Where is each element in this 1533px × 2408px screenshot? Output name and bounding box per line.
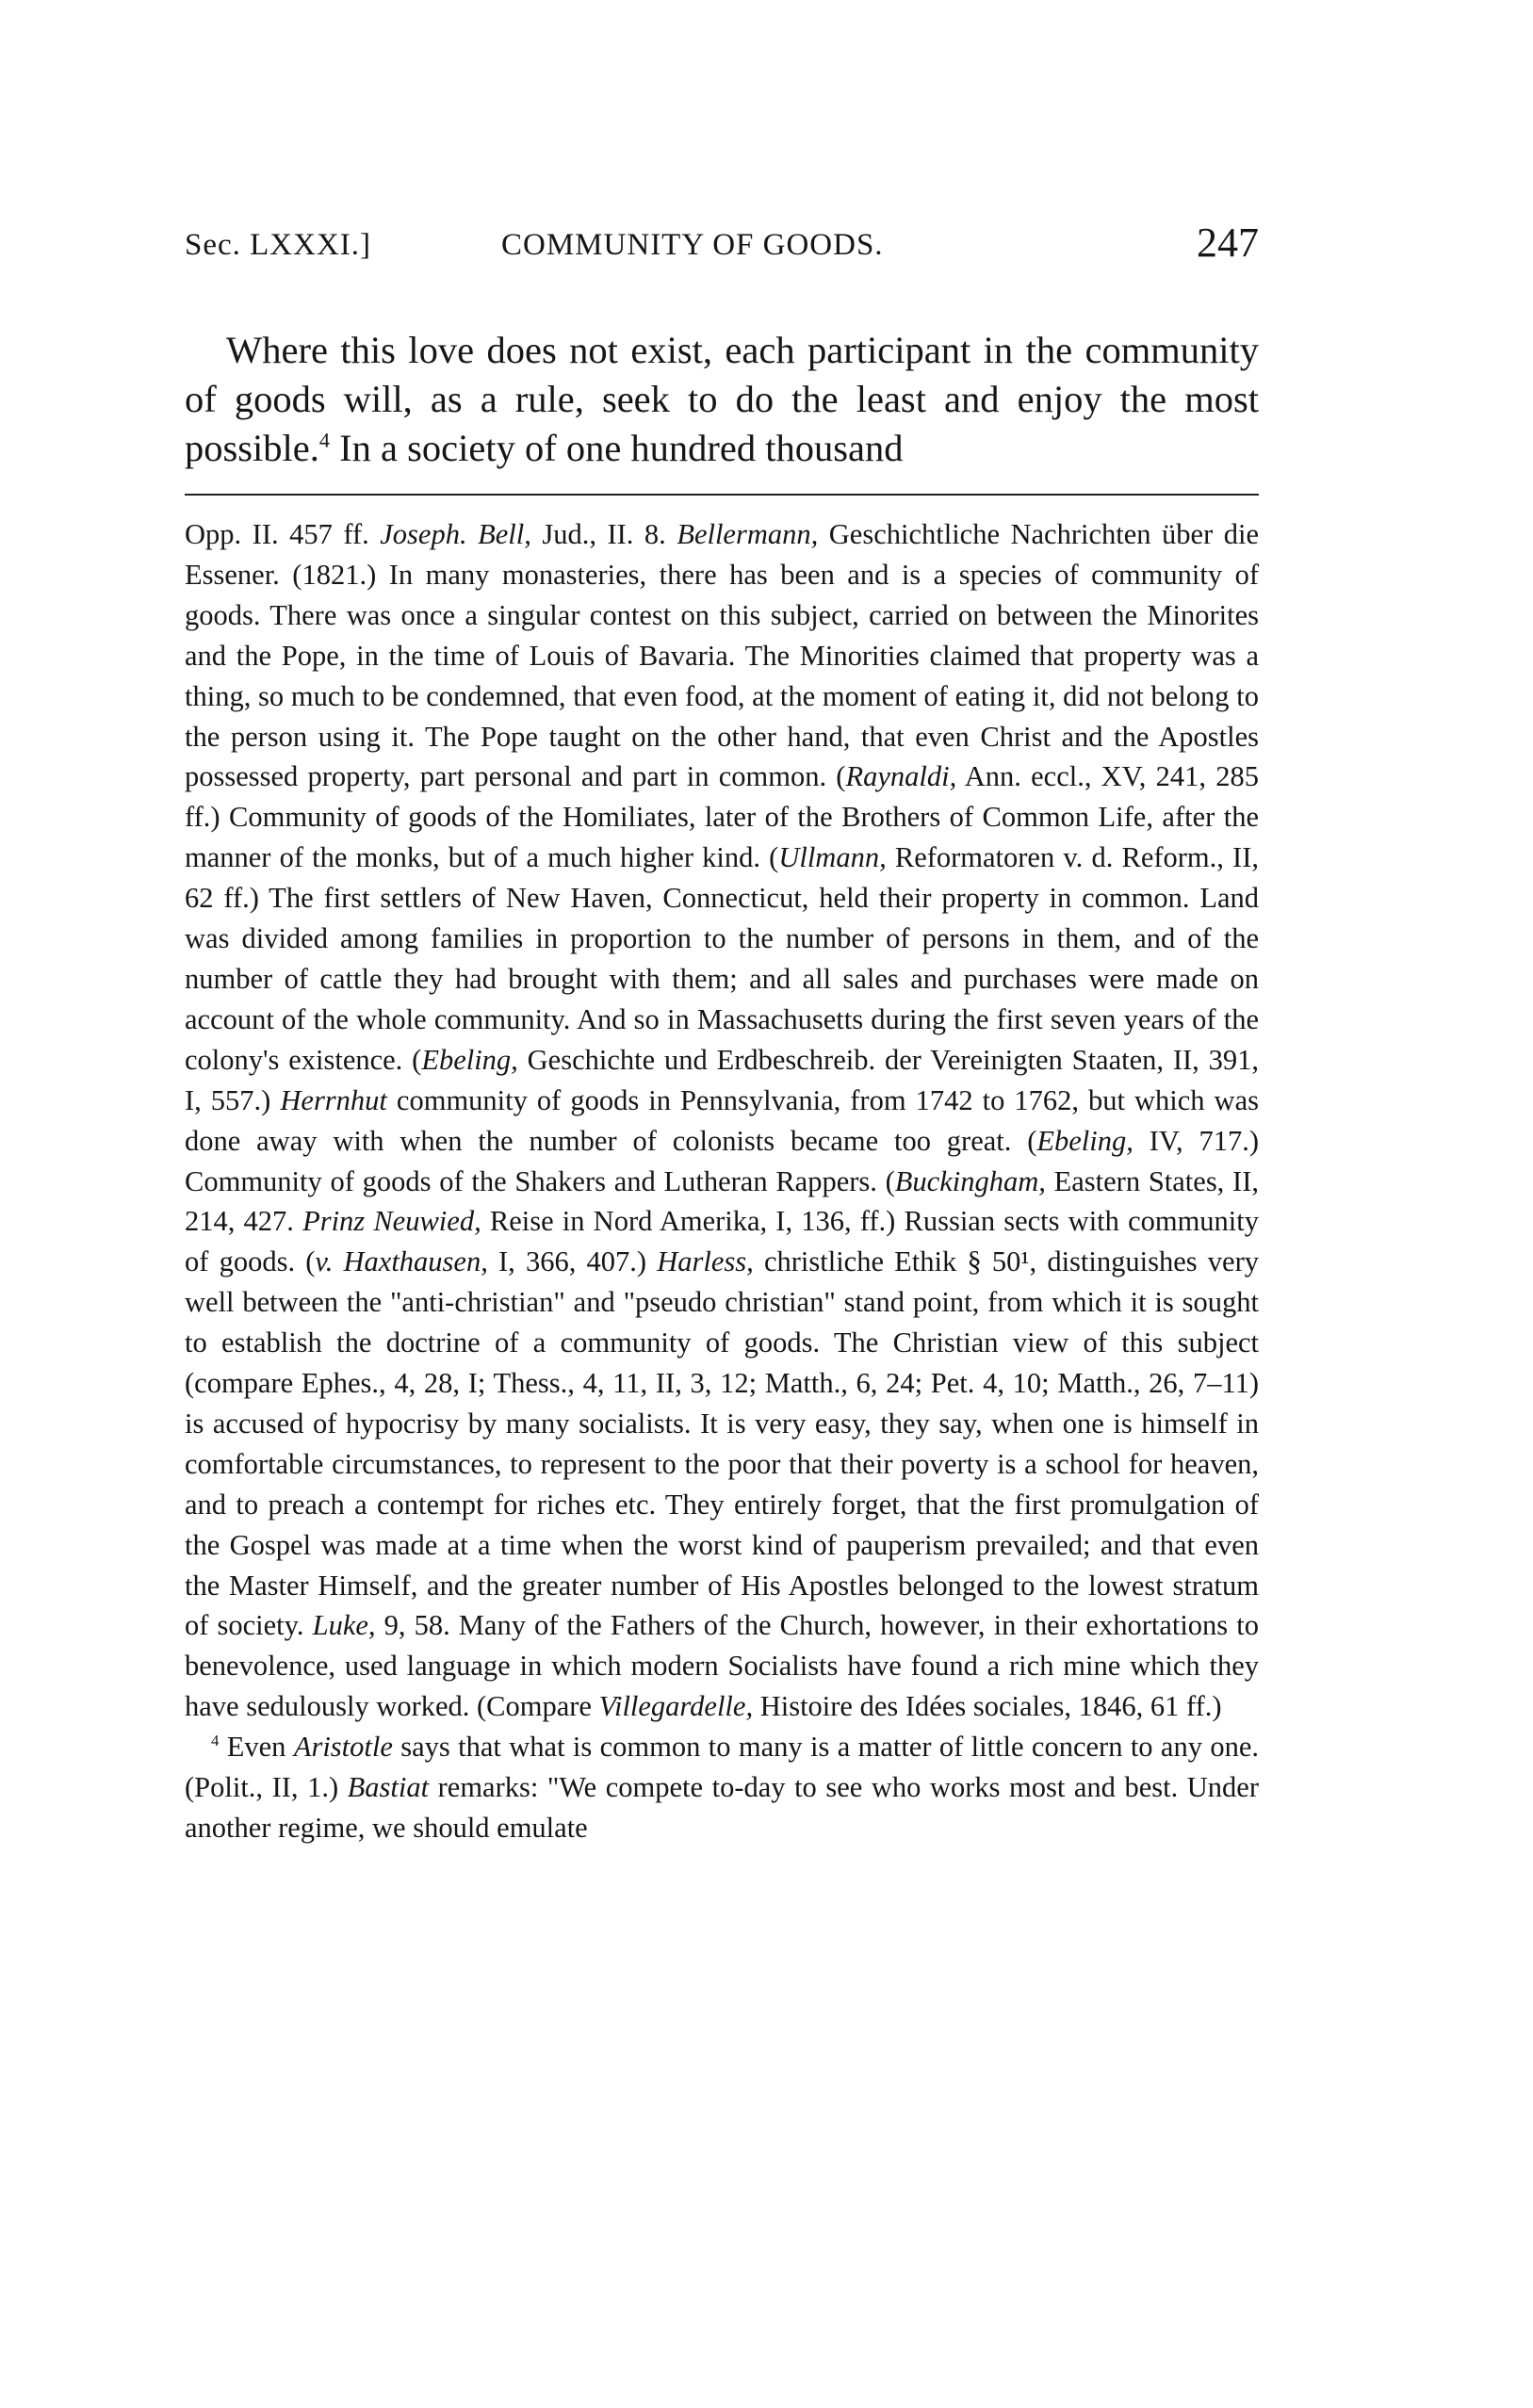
footnote-text: community of goods in Pennsylvania, from 1742 to 1762, but which was done away with when the number of colonists became too great. ( [185, 1083, 1259, 1157]
chapter-title: COMMUNITY OF GOODS. [501, 228, 884, 262]
author-citation: Ebeling, [1036, 1124, 1133, 1157]
footnotes [185, 514, 1259, 1848]
author-citation: v. Haxthausen, [315, 1245, 488, 1278]
author-citation: Bellermann, [677, 518, 819, 550]
author-citation: Prinz Neuwied, [302, 1205, 481, 1238]
author-citation: Luke, [312, 1609, 376, 1642]
author-citation: Raynaldi, [845, 760, 957, 793]
footnote-text: IV, 717.) Community of goods of the Shakers and Lutheran Rappers. ( [185, 1124, 1259, 1197]
footnote-number: 4 [211, 1732, 220, 1750]
author-citation: Ebeling, [421, 1043, 518, 1076]
footnote-marker: 4 [318, 428, 331, 452]
author-citation: Herrnhut [280, 1083, 387, 1116]
footnote-text: Ann. eccl., XV, 241, 285 ff.) Community of goods of the Homiliates, later of the Brothers of Common Life, after the manner of the monks, but of a much higher kind. ( [185, 760, 1259, 874]
footnote-text: Eastern States, II, 214, 427. [185, 1164, 1259, 1238]
author-citation: Joseph. Bell, [380, 518, 531, 550]
author-citation: Bastiat [347, 1771, 430, 1804]
book-page [185, 219, 1259, 1848]
footnote-text: Histoire des Idées sociales, 1846, 61 ff.) [753, 1690, 1222, 1723]
author-citation: Ullmann, [778, 841, 887, 874]
footnote-continuation [185, 514, 1259, 1727]
footnote-text: 9, 58. Many of the Fathers of the Church, however, in their exhortations to benevolence, used language in which modern Socialists have found a rich mine which they have sedulously worked. (Compare [185, 1609, 1259, 1723]
body-text: Where this love does not exist, each participant in the community of goods will, as a rule, seek to do the least and enjoy the most possible. [185, 329, 1259, 469]
footnote-text: christliche Ethik § 50¹, distinguishes very well between the "anti-christian" and "pseudo christian" stand point, from which it is sought to establish the doctrine of a community of goods. The Christian view of this subject (compare Ephes., 4, 28, I; Thess., 4, 11, II, 3, 12; Matth., 6, 24; Pet. 4, 10; Matth., 26, 7–11) is accused of hypocrisy by many socialists. It is very easy, they say, when one is himself in comfortable circumstances, to represent to the poor that their poverty is a school for heaven, and to preach a contempt for riches etc. They entirely forget, that the first promulgation of the Gospel was made at a time when the worst kind of pauperism prevailed; and that even the Master Himself, and the greater number of His Apostles belonged to the lowest stratum of society. [185, 1245, 1259, 1642]
footnote-text: Geschichtliche Nachrichten über die Essener. (1821.) In many monasteries, there has been and is a species of community of goods. There was once a singular contest on this subject, carried on between the Minorites and the Pope, in the time of Louis of Bavaria. The Minorities claimed that property was a thing, so much to be condemned, that even food, at the moment of eating it, did not belong to the person using it. The Pope taught on the other hand, that even Christ and the Apostles possessed property, part personal and part in common. ( [185, 518, 1259, 793]
footnote-text: Reformatoren v. d. Reform., II, 62 ff.) The first settlers of New Haven, Connecticut, held their property in common. Land was divided among families in proportion to the number of persons in them, and of the number of cattle they had brought with them; and all sales and purchases were made on account of the whole community. And so in Massachusetts during the first seven years of the colony's existence. ( [185, 841, 1259, 1076]
footnote-text: Reise in Nord Amerika, I, 136, ff.) Russian sects with community of goods. ( [185, 1205, 1260, 1278]
footnote-text: says that what is common to many is a matter of little concern to any one. (Polit., II, 1.) [185, 1731, 1259, 1804]
footnote-text: Opp. II. 457 ff. [185, 518, 381, 550]
section-reference: Sec. LXXXI.] [185, 228, 372, 262]
footnote-text: I, 366, 407.) [487, 1245, 658, 1278]
author-citation: Aristotle [293, 1731, 393, 1764]
author-citation: Villegardelle, [598, 1690, 754, 1723]
footnote-text: Geschichte und Erdbeschreib. der Vereinigten Staaten, II, 391, I, 557.) [185, 1043, 1259, 1116]
footnote-4 [185, 1727, 1259, 1848]
body-text: In a society of one hundred thousand [330, 427, 904, 469]
running-head [185, 219, 1259, 275]
page-number: 247 [1197, 220, 1259, 266]
footnote-text: remarks: "We compete to-day to see who works most and best. Under another regime, we should emulate [185, 1771, 1259, 1844]
footnote-separator [185, 494, 1259, 496]
body-paragraph [185, 326, 1259, 473]
footnote-text: Even [219, 1731, 294, 1764]
author-citation: Buckingham, [894, 1164, 1046, 1197]
author-citation: Harless, [657, 1245, 754, 1278]
footnote-text: Jud., II. 8. [530, 518, 677, 550]
